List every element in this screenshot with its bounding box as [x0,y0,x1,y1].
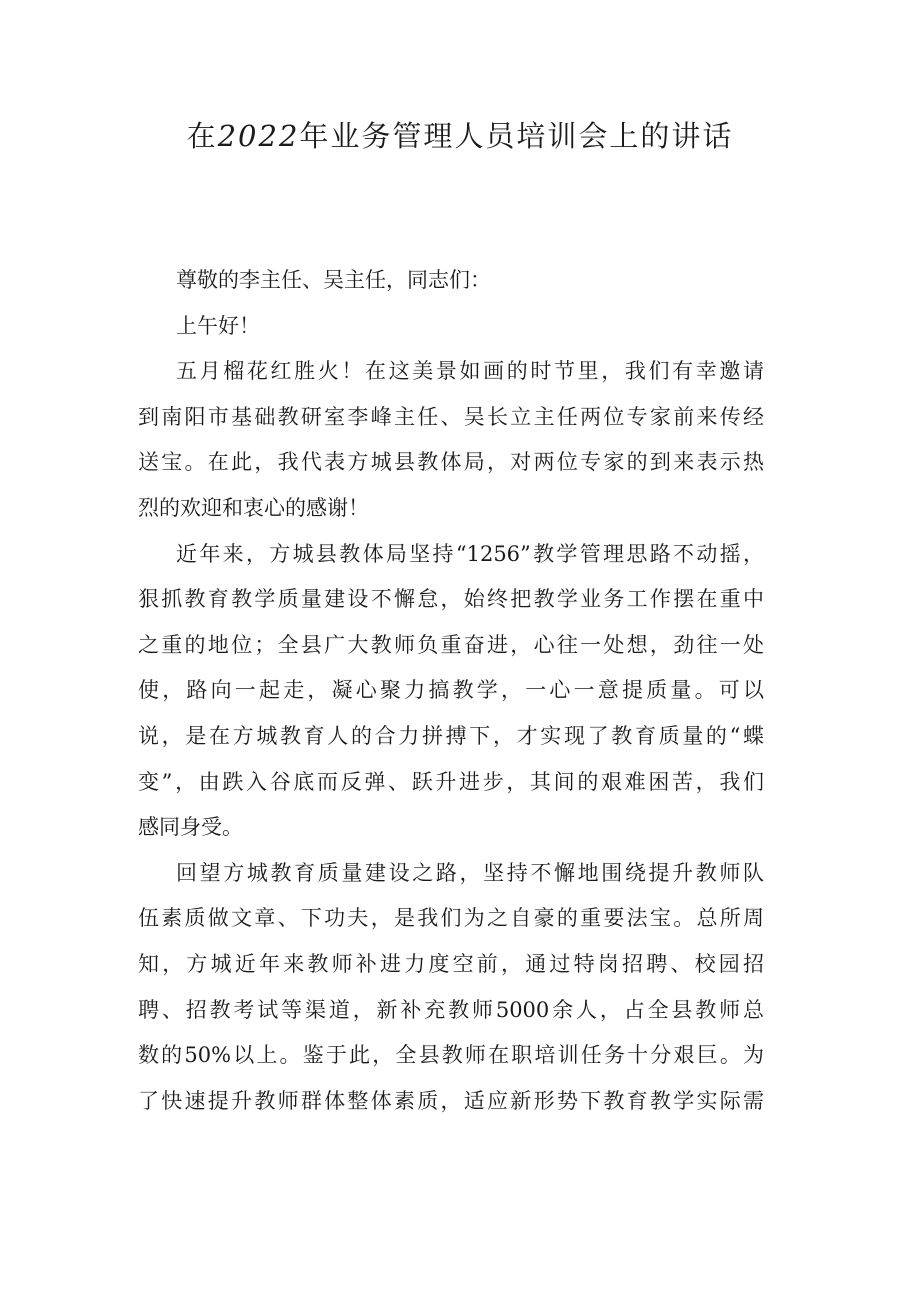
paragraph-line: 了快速提升教师群体整体素质，适应新形势下教育教学实际需 [138,1088,764,1113]
paragraph-line: 烈的欢迎和衷心的感谢！ [138,495,369,520]
paragraph-line: 送宝。在此，我代表方城县教体局，对两位专家的到来表示热 [138,450,764,475]
paragraph-line: 之重的地位；全县广大教师负重奋进，心往一处想，劲往一处 [138,632,764,657]
paragraph [138,532,764,851]
paragraph-line: 狠抓教育教学质量建设不懈怠，始终把教学业务工作摆在重中 [138,587,764,612]
paragraph-line: 五月榴花红胜火！在这美景如画的时节里，我们有幸邀请 [176,359,764,384]
paragraph [138,851,764,1125]
paragraph-line: 近年来，方城县教体局坚持“1256”教学管理思路不动摇， [176,541,764,566]
document-title [0,114,920,155]
paragraph-line: 感同身受。 [138,815,243,840]
paragraph [138,349,764,531]
paragraph-line: 知，方城近年来教师补进力度空前，通过特岗招聘、校园招 [138,951,764,976]
paragraph-line: 数的50%以上。鉴于此，全县教师在职培训任务十分艰巨。为 [138,1043,764,1068]
paragraph-line: 回望方城教育质量建设之路，坚持不懈地围绕提升教师队 [176,860,764,885]
title-suffix: 年业务管理人员培训会上的讲话 [299,119,734,153]
title-prefix: 在 [186,119,218,153]
paragraph-line: 到南阳市基础教研室李峰主任、吴长立主任两位专家前来传经 [138,404,764,429]
paragraph-line: 变”，由跌入谷底而反弹、跃升进步，其间的艰难困苦，我们 [138,769,764,794]
paragraph-line: 聘、招教考试等渠道，新补充教师5000余人，占全县教师总 [138,997,764,1022]
paragraph-salutation [138,258,764,304]
title-year: 2022 [217,119,300,153]
paragraph-greeting [138,304,764,350]
paragraph-line: 说，是在方城教育人的合力拼搏下，才实现了教育质量的“蝶 [138,723,764,748]
paragraph-line: 伍素质做文章、下功夫，是我们为之自豪的重要法宝。总所周 [138,906,764,931]
document-body [138,258,764,1124]
paragraph-line: 上午好！ [176,313,260,338]
paragraph-line: 尊敬的李主任、吴主任，同志们： [176,268,491,292]
paragraph-line: 使，路向一起走，凝心聚力搞教学，一心一意提质量。可以 [138,678,764,703]
